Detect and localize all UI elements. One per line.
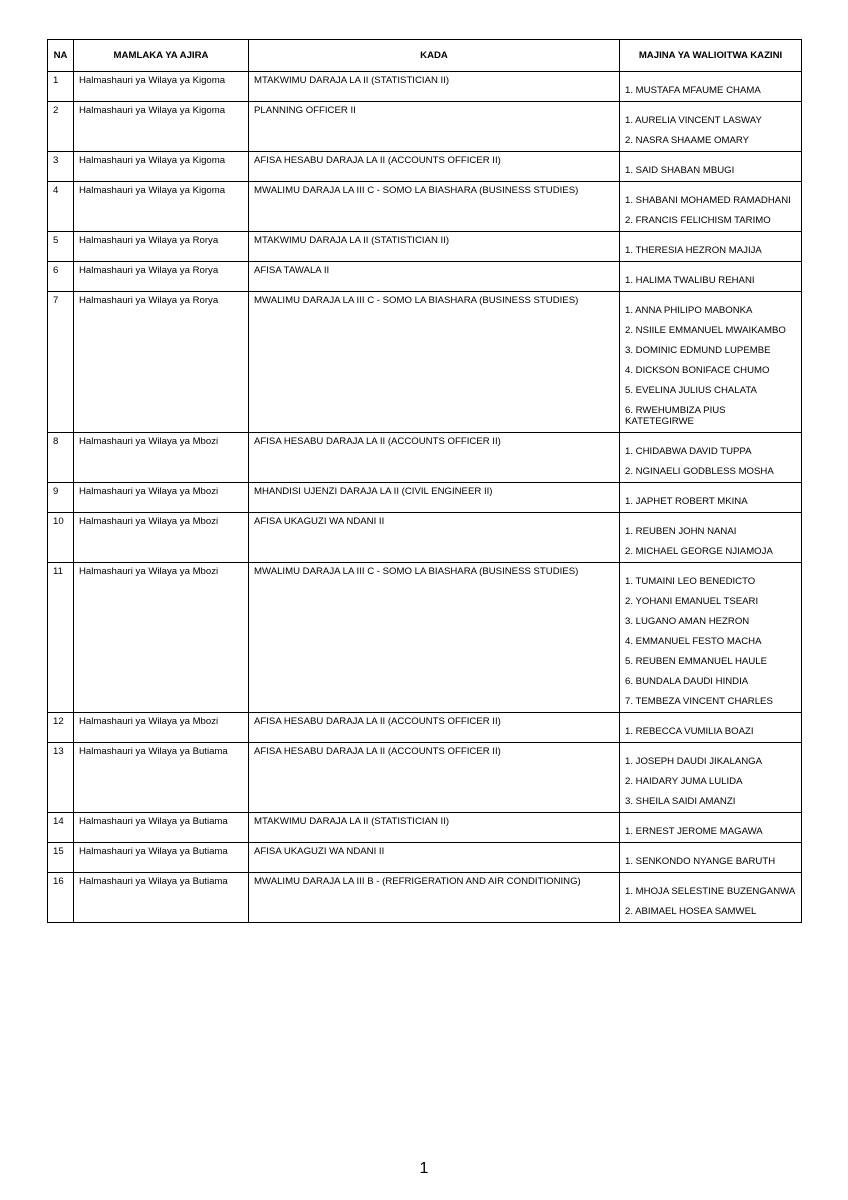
table-row bbox=[48, 152, 802, 182]
employing-authority: Halmashauri ya Wilaya ya Kigoma bbox=[74, 102, 249, 152]
appointee-names bbox=[620, 292, 802, 433]
appointee-names bbox=[620, 262, 802, 292]
cadre: AFISA TAWALA II bbox=[249, 262, 620, 292]
appointee-names bbox=[620, 563, 802, 713]
row-number: 12 bbox=[48, 713, 74, 743]
table-row bbox=[48, 873, 802, 923]
employing-authority: Halmashauri ya Wilaya ya Kigoma bbox=[74, 182, 249, 232]
employing-authority: Halmashauri ya Wilaya ya Kigoma bbox=[74, 152, 249, 182]
employing-authority: Halmashauri ya Wilaya ya Butiama bbox=[74, 843, 249, 873]
row-number: 10 bbox=[48, 513, 74, 563]
appointee-name: 1. SHABANI MOHAMED RAMADHANI bbox=[625, 195, 791, 206]
appointee-name: 6. BUNDALA DAUDI HINDIA bbox=[625, 676, 749, 687]
appointee-name: 6. RWEHUMBIZA PIUS KATETEGIRWE bbox=[625, 405, 726, 427]
appointee-names bbox=[620, 483, 802, 513]
appointee-name: 3. LUGANO AMAN HEZRON bbox=[625, 616, 750, 627]
appointee-names bbox=[620, 433, 802, 483]
appointee-names bbox=[620, 232, 802, 262]
row-number: 16 bbox=[48, 873, 74, 923]
employing-authority: Halmashauri ya Wilaya ya Mbozi bbox=[74, 483, 249, 513]
employing-authority: Halmashauri ya Wilaya ya Butiama bbox=[74, 743, 249, 813]
employing-authority: Halmashauri ya Wilaya ya Kigoma bbox=[74, 72, 249, 102]
appointee-name: 3. DOMINIC EDMUND LUPEMBE bbox=[625, 345, 771, 356]
employing-authority: Halmashauri ya Wilaya ya Mbozi bbox=[74, 713, 249, 743]
cadre: MWALIMU DARAJA LA III C - SOMO LA BIASHARA (BUSINESS STUDIES) bbox=[249, 563, 620, 713]
appointee-name: 1. REBECCA VUMILIA BOAZI bbox=[625, 726, 754, 737]
appointee-name: 2. NASRA SHAAME OMARY bbox=[625, 135, 750, 146]
cadre: AFISA UKAGUZI WA NDANI II bbox=[249, 843, 620, 873]
appointee-name: 1. ANNA PHILIPO MABONKA bbox=[625, 305, 753, 316]
table-row bbox=[48, 813, 802, 843]
appointee-name: 1. JAPHET ROBERT MKINA bbox=[625, 496, 748, 507]
appointments-table bbox=[47, 39, 802, 923]
appointee-name: 1. JOSEPH DAUDI JIKALANGA bbox=[625, 756, 763, 767]
cadre: AFISA HESABU DARAJA LA II (ACCOUNTS OFFICER II) bbox=[249, 152, 620, 182]
appointee-name: 5. REUBEN EMMANUEL HAULE bbox=[625, 656, 767, 667]
employing-authority: Halmashauri ya Wilaya ya Butiama bbox=[74, 813, 249, 843]
row-number: 7 bbox=[48, 292, 74, 433]
appointee-names bbox=[620, 873, 802, 923]
appointee-name: 1. SENKONDO NYANGE BARUTH bbox=[625, 856, 776, 867]
cadre: PLANNING OFFICER II bbox=[249, 102, 620, 152]
table-body bbox=[48, 72, 802, 923]
row-number: 1 bbox=[48, 72, 74, 102]
row-number: 3 bbox=[48, 152, 74, 182]
row-number: 15 bbox=[48, 843, 74, 873]
employing-authority: Halmashauri ya Wilaya ya Rorya bbox=[74, 232, 249, 262]
cadre: AFISA HESABU DARAJA LA II (ACCOUNTS OFFICER II) bbox=[249, 433, 620, 483]
cadre: AFISA HESABU DARAJA LA II (ACCOUNTS OFFICER II) bbox=[249, 743, 620, 813]
appointee-names bbox=[620, 813, 802, 843]
table-row bbox=[48, 262, 802, 292]
employing-authority: Halmashauri ya Wilaya ya Mbozi bbox=[74, 563, 249, 713]
cadre: MTAKWIMU DARAJA LA II (STATISTICIAN II) bbox=[249, 813, 620, 843]
table-row bbox=[48, 713, 802, 743]
appointee-name: 1. ERNEST JEROME MAGAWA bbox=[625, 826, 763, 837]
cadre: MTAKWIMU DARAJA LA II (STATISTICIAN II) bbox=[249, 232, 620, 262]
page-number: 1 bbox=[419, 1160, 429, 1177]
appointee-name: 1. MUSTAFA MFAUME CHAMA bbox=[625, 85, 761, 96]
cadre: AFISA HESABU DARAJA LA II (ACCOUNTS OFFICER II) bbox=[249, 713, 620, 743]
row-number: 13 bbox=[48, 743, 74, 813]
appointee-name: 1. AURELIA VINCENT LASWAY bbox=[625, 115, 762, 126]
appointee-names bbox=[620, 182, 802, 232]
appointee-names bbox=[620, 513, 802, 563]
employing-authority: Halmashauri ya Wilaya ya Mbozi bbox=[74, 433, 249, 483]
appointee-names bbox=[620, 743, 802, 813]
appointee-names bbox=[620, 102, 802, 152]
row-number: 9 bbox=[48, 483, 74, 513]
appointee-name: 2. YOHANI EMANUEL TSEARI bbox=[625, 596, 759, 607]
employing-authority: Halmashauri ya Wilaya ya Rorya bbox=[74, 292, 249, 433]
table-row bbox=[48, 102, 802, 152]
table-row bbox=[48, 513, 802, 563]
table-header-row bbox=[48, 40, 802, 72]
table-row bbox=[48, 232, 802, 262]
table-row bbox=[48, 843, 802, 873]
appointee-name: 2. HAIDARY JUMA LULIDA bbox=[625, 776, 743, 787]
appointee-name: 1. MHOJA SELESTINE BUZENGANWA bbox=[625, 886, 796, 897]
appointee-name: 1. REUBEN JOHN NANAI bbox=[625, 526, 737, 537]
appointee-name: 2. FRANCIS FELICHISM TARIMO bbox=[625, 215, 771, 226]
table-row bbox=[48, 433, 802, 483]
table-row bbox=[48, 182, 802, 232]
header-kada: KADA bbox=[249, 40, 620, 72]
appointee-name: 4. DICKSON BONIFACE CHUMO bbox=[625, 365, 770, 376]
appointee-names bbox=[620, 843, 802, 873]
appointee-names bbox=[620, 72, 802, 102]
appointee-name: 1. HALIMA TWALIBU REHANI bbox=[625, 275, 755, 286]
row-number: 8 bbox=[48, 433, 74, 483]
row-number: 5 bbox=[48, 232, 74, 262]
appointee-name: 5. EVELINA JULIUS CHALATA bbox=[625, 385, 757, 396]
header-names: MAJINA YA WALIOITWA KAZINI bbox=[620, 40, 802, 72]
appointee-name: 2. ABIMAEL HOSEA SAMWEL bbox=[625, 906, 757, 917]
appointee-name: 3. SHEILA SAIDI AMANZI bbox=[625, 796, 736, 807]
appointee-name: 1. THERESIA HEZRON MAJIJA bbox=[625, 245, 762, 256]
appointee-name: 4. EMMANUEL FESTO MACHA bbox=[625, 636, 762, 647]
appointee-name: 1. CHIDABWA DAVID TUPPA bbox=[625, 446, 752, 457]
cadre: MWALIMU DARAJA LA III B - (REFRIGERATION AND AIR CONDITIONING) bbox=[249, 873, 620, 923]
row-number: 14 bbox=[48, 813, 74, 843]
employing-authority: Halmashauri ya Wilaya ya Butiama bbox=[74, 873, 249, 923]
appointee-name: 2. MICHAEL GEORGE NJIAMOJA bbox=[625, 546, 773, 557]
header-authority: MAMLAKA YA AJIRA bbox=[74, 40, 249, 72]
appointee-names bbox=[620, 713, 802, 743]
appointee-name: 2. NSIILE EMMANUEL MWAIKAMBO bbox=[625, 325, 786, 336]
appointee-name: 1. SAID SHABAN MBUGI bbox=[625, 165, 735, 176]
cadre: AFISA UKAGUZI WA NDANI II bbox=[249, 513, 620, 563]
table-row bbox=[48, 743, 802, 813]
employing-authority: Halmashauri ya Wilaya ya Rorya bbox=[74, 262, 249, 292]
table-row bbox=[48, 563, 802, 713]
table-row bbox=[48, 72, 802, 102]
appointee-names bbox=[620, 152, 802, 182]
cadre: MHANDISI UJENZI DARAJA LA II (CIVIL ENGINEER II) bbox=[249, 483, 620, 513]
row-number: 2 bbox=[48, 102, 74, 152]
row-number: 4 bbox=[48, 182, 74, 232]
row-number: 6 bbox=[48, 262, 74, 292]
cadre: MWALIMU DARAJA LA III C - SOMO LA BIASHARA (BUSINESS STUDIES) bbox=[249, 182, 620, 232]
cadre: MWALIMU DARAJA LA III C - SOMO LA BIASHARA (BUSINESS STUDIES) bbox=[249, 292, 620, 433]
table-row bbox=[48, 292, 802, 433]
appointee-name: 2. NGINAELI GODBLESS MOSHA bbox=[625, 466, 774, 477]
table-row bbox=[48, 483, 802, 513]
header-na: NA bbox=[48, 40, 74, 72]
employing-authority: Halmashauri ya Wilaya ya Mbozi bbox=[74, 513, 249, 563]
appointee-name: 1. TUMAINI LEO BENEDICTO bbox=[625, 576, 756, 587]
row-number: 11 bbox=[48, 563, 74, 713]
appointee-name: 7. TEMBEZA VINCENT CHARLES bbox=[625, 696, 773, 707]
cadre: MTAKWIMU DARAJA LA II (STATISTICIAN II) bbox=[249, 72, 620, 102]
